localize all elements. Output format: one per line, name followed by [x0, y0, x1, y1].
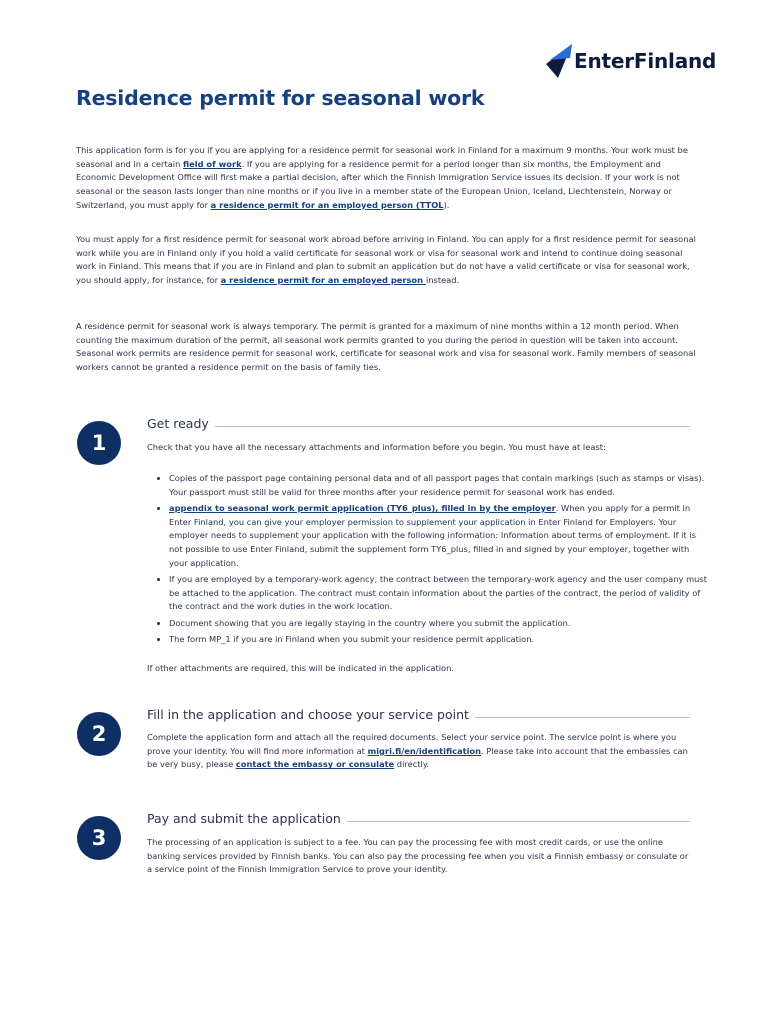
- attachment-mp1-text: The form MP_1 if you are in Finland when you submit your residence permit application.: [169, 633, 535, 644]
- attachment-legal-stay-text: Document showing that you are legally staying in the country where you submit the application.: [169, 617, 571, 628]
- step-1-title: [147, 416, 690, 431]
- step-1-intro: Check that you have all the necessary attachments and information before you begin. You must have at least:: [147, 442, 606, 452]
- step-2-number: 2: [77, 712, 121, 756]
- step-3-title-text: Pay and submit the application: [147, 811, 341, 826]
- ttol-permit-link[interactable]: a residence permit for an employed person (TTOL: [210, 199, 444, 210]
- step-1-divider: [215, 426, 690, 427]
- intro-1-text: This application form is for you if you are applying for a residence permit for seasonal work in Finland for a maximum 9 months. Your work must be seasonal and in a certain: [76, 145, 688, 169]
- logo-mark-icon: [546, 44, 572, 78]
- attachments-list: [152, 472, 709, 649]
- attachment-item-passport: [169, 472, 709, 499]
- attachment-item-agency-contract: [169, 573, 709, 614]
- step-2-title: [147, 707, 690, 722]
- attachment-ty6-text: . When you apply for a permit in Enter Finland, you can give your employer permission to supplement your application in Enter Finland for Employers. Your employer needs to supplement your application with the following information: Information about terms of employment. If it is not possible to use Enter Finland, submit the supplement form TY6_plus, filled in and signed by your employer, together with your application.: [169, 502, 696, 568]
- intro-2-text: You must apply for a first residence permit for seasonal work abroad before arriving in Finland. You can apply for a first residence permit for seasonal work while you are in Finland only if you hold a valid certificate for seasonal work or visa for seasonal work and intend to continue doing seasonal work in Finland. This means that if you are in Finland and plan to submit an application but do not have a valid certificate or visa for seasonal work, you should apply, for instance, for: [76, 234, 696, 286]
- step-1-footer: If other attachments are required, this will be indicated in the application.: [147, 663, 455, 673]
- intro-1-text-3: ).: [443, 199, 450, 210]
- enter-finland-logo[interactable]: [546, 44, 716, 78]
- attachment-item-ty6: [169, 502, 709, 571]
- attachment-agency-text: If you are employed by a temporary-work agency, the contract between the temporary-work agency and the user company must be attached to the application. The contract must contain information about the parties of the contract, the period of validity of the contract and the work duties in the work location.: [169, 573, 707, 612]
- intro-2-text-2: instead.: [425, 275, 460, 286]
- step-3-body: The processing of an application is subject to a fee. You can pay the processing fee with most credit cards, or use the online banking services provided by Finnish banks. You can also pay the processing fee when you visit a Finnish embassy or consulate or a service point of the Finnish Immigration Service to prove your identity.: [147, 837, 689, 875]
- step-3-number: 3: [77, 816, 121, 860]
- step-1-title-text: Get ready: [147, 416, 209, 431]
- step-2-title-text: Fill in the application and choose your service point: [147, 707, 469, 722]
- step-3-divider: [347, 821, 690, 822]
- intro-paragraph-2: [76, 233, 696, 288]
- employed-person-permit-link[interactable]: a residence permit for an employed person: [220, 275, 426, 286]
- step-2-divider: [475, 717, 690, 718]
- contact-embassy-link[interactable]: contact the embassy or consulate: [235, 759, 395, 770]
- attachment-item-legal-stay: [169, 617, 709, 631]
- intro-paragraph-3: A residence permit for seasonal work is always temporary. The permit is granted for a maximum of nine months within a 12 month period. When counting the maximum duration of the permit, all seasonal work permits granted to you during the period in question will be taken into account. Seasonal work permits are residence permit for seasonal work, certificate for seasonal work and visa for seasonal work. Family members of seasonal workers cannot be granted a residence permit on the basis of family ties.: [76, 321, 696, 373]
- step-2-body: [147, 731, 692, 772]
- step-2-text-3: directly.: [394, 759, 430, 770]
- step-1-number: 1: [77, 421, 121, 465]
- step-2-text: Complete the application form and attach all the required documents. Select your service point. The service point is where you prove your identity. You will find more information at: [147, 732, 677, 756]
- ty6-appendix-link[interactable]: appendix to seasonal work permit application (TY6_plus), filled in by the employer: [169, 502, 556, 513]
- field-of-work-link[interactable]: field of work: [182, 158, 242, 169]
- page-title: Residence permit for seasonal work: [76, 86, 485, 110]
- logo-text: EnterFinland: [574, 49, 717, 73]
- attachment-item-mp1: [169, 633, 709, 647]
- step-2-text-2: . Please take into account that the embassies can be very busy, please: [147, 745, 688, 770]
- intro-paragraph-1: [76, 144, 696, 213]
- intro-1-text-2: . If you are applying for a residence permit for a period longer than six months, the Employment and Economic Development Office will first make a partial decision, after which the Finnish Immigration Service issues its decision. If your work is not seasonal or the season lasts longer than nine months or if you live in a member state of the European Union, Iceland, Liechtenstein, Norway or Switzerland, you must apply for: [76, 158, 680, 210]
- attachment-passport-text: Copies of the passport page containing personal data and of all passport pages that contain markings (such as stamps or visas). Your passport must still be valid for three months after your residence permit for seasonal work has ended.: [169, 473, 705, 497]
- step-3-title: [147, 811, 690, 826]
- identification-link[interactable]: migri.fi/en/identification: [367, 745, 482, 756]
